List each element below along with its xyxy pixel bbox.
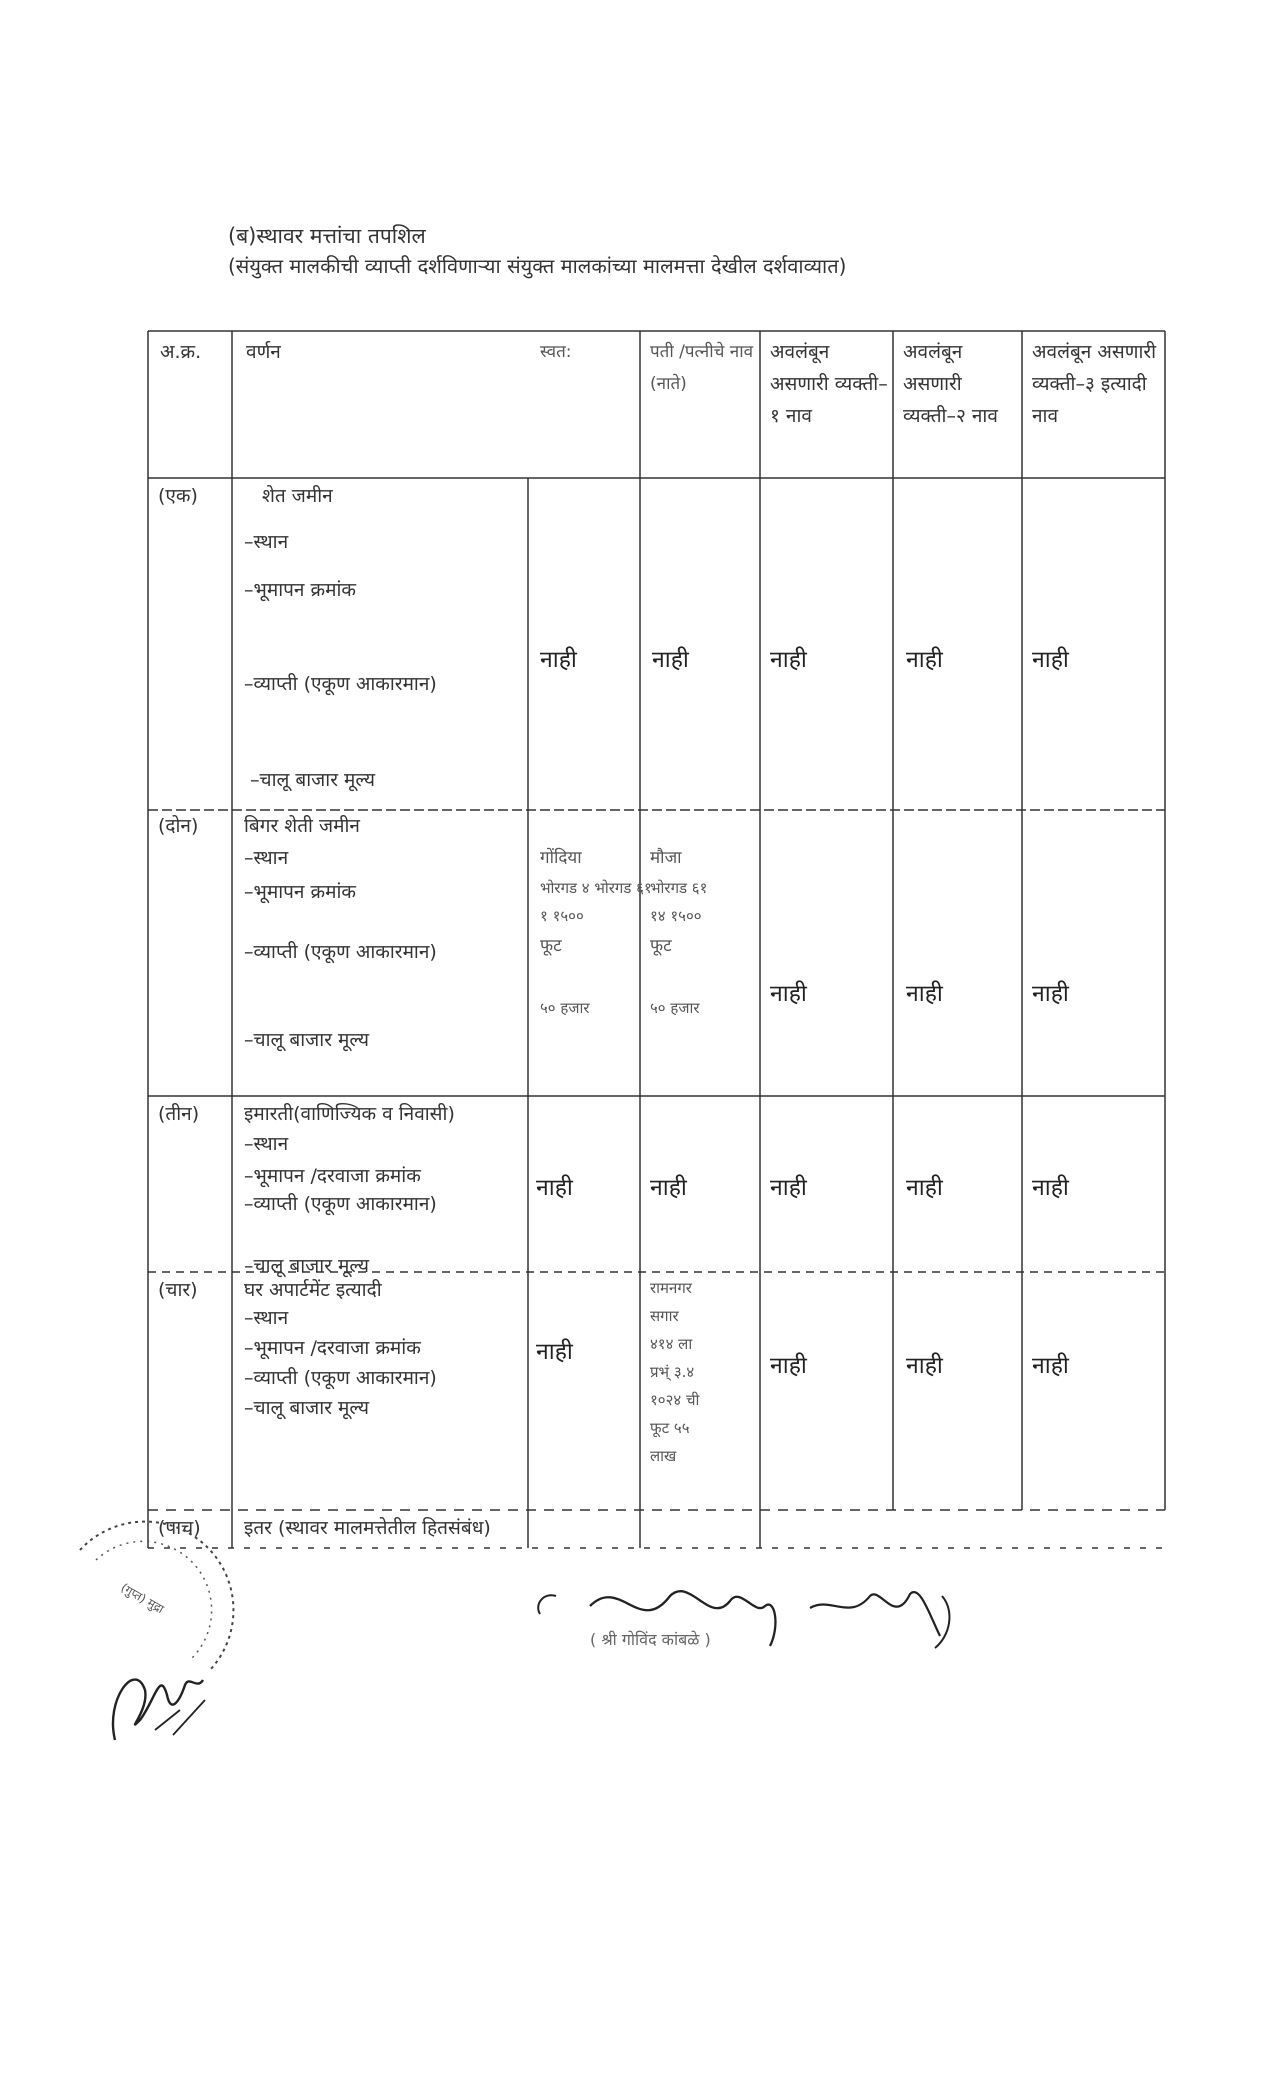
value-self-line: १ १५०० xyxy=(540,907,584,925)
row-title: इमारती(वाणिज्यिक व निवासी) xyxy=(244,1103,455,1125)
row-number: (तीन) xyxy=(158,1103,200,1125)
row-number: (दोन) xyxy=(158,815,199,837)
value-spouse: नाही xyxy=(652,647,689,673)
row-item: –भूमापन /दरवाजा क्रमांक xyxy=(244,1165,421,1187)
value-spouse-line: भोरगड ६१ xyxy=(650,879,708,897)
value-spouse-line: फूट ५५ xyxy=(650,1419,690,1437)
value-dependent-2: नाही xyxy=(906,1175,943,1201)
row-title: इतर (स्थावर मालमत्तेतील हितसंबंध) xyxy=(244,1517,491,1539)
value-dependent-3: नाही xyxy=(1032,647,1069,673)
row-item: –चालू बाजार मूल्य xyxy=(244,1029,370,1051)
row-title: घर अपार्टमेंट इत्यादी xyxy=(244,1279,382,1301)
row-item: –स्थान xyxy=(244,1133,289,1155)
row-item: –व्याप्ती (एकूण आकारमान) xyxy=(244,1193,437,1215)
value-spouse-line: ५० हजार xyxy=(650,999,700,1017)
value-spouse-line: रामनगर xyxy=(650,1279,692,1297)
seal-text: (गुप्त) मुद्रा xyxy=(118,1580,167,1617)
value-spouse-line: फूट xyxy=(650,936,672,956)
value-dependent-2: नाही xyxy=(906,1353,943,1379)
value-dependent-3: नाही xyxy=(1032,981,1069,1007)
row-title: बिगर शेती जमीन xyxy=(244,815,360,837)
row-item: –भूमापन क्रमांक xyxy=(244,881,356,903)
header-description: वर्णन xyxy=(246,341,281,363)
value-self-line: फूट xyxy=(540,936,562,956)
row-number: (एक) xyxy=(158,485,198,507)
value-self: नाही xyxy=(536,1339,573,1365)
value-dependent-2: नाही xyxy=(906,647,943,673)
signature-name: ( श्री गोविंद कांबळे ) xyxy=(590,1630,711,1649)
value-spouse-line: १४ १५०० xyxy=(650,907,702,925)
value-dependent-1: नाही xyxy=(770,1353,807,1379)
row-number: (चार) xyxy=(158,1279,198,1301)
header-spouse: पती /पत्नीचे नाव (नाते) xyxy=(650,342,754,394)
header-sr-no: अ.क्र. xyxy=(160,341,202,363)
row-item: –चालू बाजार मूल्य xyxy=(244,1255,370,1277)
value-spouse: नाही xyxy=(650,1175,687,1201)
row-title: शेत जमीन xyxy=(262,485,333,507)
header-dependent-3: अवलंबून असणारी व्यक्ती–३ इत्यादी नाव xyxy=(1032,341,1157,427)
value-dependent-1: नाही xyxy=(770,647,807,673)
initial-signature xyxy=(85,1640,235,1750)
signature xyxy=(530,1566,960,1656)
value-spouse-line: प्रभ्ं ३.४ xyxy=(650,1363,695,1381)
row-item: –चालू बाजार मूल्य xyxy=(250,769,376,791)
section-title: (ब)स्थावर मत्तांचा तपशिल xyxy=(228,224,426,248)
value-self: नाही xyxy=(536,1175,573,1201)
value-spouse-line: लाख xyxy=(650,1447,677,1465)
value-spouse-line: सगार xyxy=(650,1307,679,1325)
row-item: –व्याप्ती (एकूण आकारमान) xyxy=(244,1367,437,1389)
value-spouse-line: १०२४ ची xyxy=(650,1391,700,1409)
value-self: नाही xyxy=(540,647,577,673)
row-item: –स्थान xyxy=(244,847,289,869)
header-dependent-2: अवलंबून असणारी व्यक्ती–२ नाव xyxy=(903,341,998,427)
value-self-line: ५० हजार xyxy=(540,999,590,1017)
row-item: –व्याप्ती (एकूण आकारमान) xyxy=(244,941,437,963)
row-item: –स्थान xyxy=(244,1307,289,1329)
row-item: –भूमापन क्रमांक xyxy=(244,579,356,601)
value-dependent-3: नाही xyxy=(1032,1353,1069,1379)
row-number: (पाच) xyxy=(158,1517,201,1539)
row-item: –स्थान xyxy=(244,531,289,553)
value-self-line: गोंदिया xyxy=(540,848,582,868)
value-dependent-1: नाही xyxy=(770,981,807,1007)
value-dependent-3: नाही xyxy=(1032,1175,1069,1201)
value-self-line: भोरगड ४ भोरगड ६१ xyxy=(540,879,652,897)
header-dependent-1: अवलंबून असणारी व्यक्ती–१ नाव xyxy=(770,341,888,427)
section-subtitle: (संयुक्त मालकीची व्याप्ती दर्शविणाऱ्या संयुक्त मालकांच्या मालमत्ता देखील दर्शवाव्यात) xyxy=(228,254,847,278)
value-spouse-line: मौजा xyxy=(650,848,682,868)
value-dependent-2: नाही xyxy=(906,981,943,1007)
value-spouse-line: ४१४ ला xyxy=(650,1335,693,1353)
value-dependent-1: नाही xyxy=(770,1175,807,1201)
row-item: –व्याप्ती (एकूण आकारमान) xyxy=(244,673,437,695)
row-item: –भूमापन /दरवाजा क्रमांक xyxy=(244,1337,421,1359)
row-item: –चालू बाजार मूल्य xyxy=(244,1397,370,1419)
header-self: स्वत: xyxy=(540,342,572,362)
